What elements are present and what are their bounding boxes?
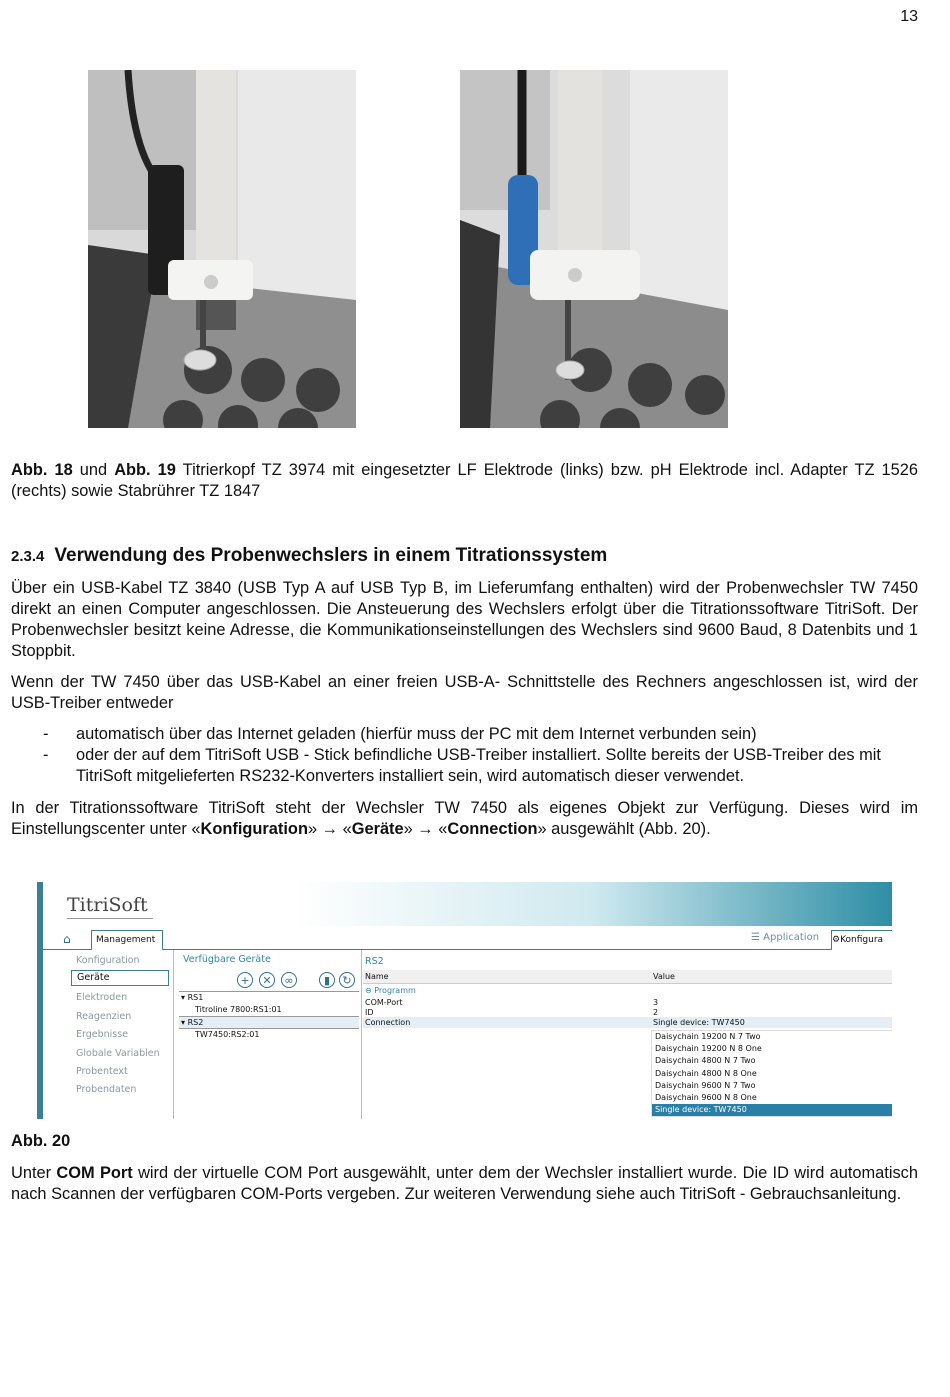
home-icon[interactable]: ⌂ <box>63 932 71 946</box>
dropdown-option[interactable]: Daisychain 19200 N 8 One <box>655 1044 762 1054</box>
logo-underline <box>67 918 153 919</box>
nav-item-probendaten[interactable]: Probendaten <box>76 1084 137 1096</box>
divider <box>361 950 362 1119</box>
chevron-down-icon: ▾ <box>181 993 188 1002</box>
properties-panel-title: RS2 <box>365 956 384 967</box>
list-item: - oder der auf dem TitriSoft USB - Stick befindliche USB-Treiber installiert. Sollte bereits der USB-Treiber des mit TitriSoft mitgelieferten RS232-Konverters installiert sein, wird automatisch dieser verwendet. <box>43 746 881 785</box>
add-device-icon[interactable]: + <box>237 972 253 988</box>
nav-item-geraete[interactable]: Geräte <box>71 970 169 986</box>
connection-select[interactable]: Single device: TW7450 <box>653 1018 745 1027</box>
figure-caption-20: Abb. 20 <box>11 1132 71 1150</box>
section-number: 2.3.4 <box>11 548 45 565</box>
header-bar <box>37 882 892 926</box>
photo-lf-electrode <box>88 70 356 428</box>
divider <box>173 950 174 1119</box>
com-port-value[interactable]: 3 <box>653 998 659 1007</box>
paragraph-usb-driver: Wenn der TW 7450 über das USB-Kabel an einer freien USB-A- Schnittstelle des Rechners angeschlossen ist, wird der USB-Treiber entweder <box>11 673 918 712</box>
dropdown-option[interactable]: Daisychain 9600 N 8 One <box>655 1092 757 1102</box>
config-nav <box>71 952 171 1100</box>
gear-icon: ⚙ <box>832 935 841 945</box>
tree-item-rs2[interactable]: ▾ RS2 <box>181 1018 204 1027</box>
chevron-down-icon: ▾ <box>181 1018 188 1027</box>
nav-item-globale-variablen[interactable]: Globale Variablen <box>76 1047 160 1059</box>
table-row: COM-Port <box>365 998 403 1007</box>
nav-item-probentext[interactable]: Probentext <box>76 1065 128 1077</box>
delete-device-icon[interactable]: ✕ <box>259 972 275 988</box>
dropdown-option[interactable]: Daisychain 9600 N 7 Two <box>655 1080 756 1090</box>
devices-panel-title: Verfügbare Geräte <box>183 954 271 965</box>
paragraph-titrisoft-object: In der Titrationssoftware TitriSoft steht der Wechsler TW 7450 als eigenes Objekt zur Verfügung. Dieses wird im Einstellungscenter unter «Konfiguration» → «Geräte» → «Connection» ausgewählt (Abb. 20). <box>11 799 918 838</box>
bookmark-icon[interactable]: ▮ <box>319 972 335 988</box>
tree-item-titroline[interactable]: Titroline 7800:RS1:01 <box>195 1005 282 1014</box>
collapse-icon: ⊖ <box>365 986 375 995</box>
connection-dropdown <box>651 1030 892 1117</box>
dropdown-option[interactable]: Daisychain 4800 N 8 One <box>655 1068 757 1078</box>
page-number: 13 <box>900 8 918 25</box>
group-programm[interactable]: ⊖ Programm <box>365 986 416 995</box>
nav-item-elektroden[interactable]: Elektroden <box>76 992 128 1004</box>
nav-item-reagenzien[interactable]: Reagenzien <box>76 1010 132 1022</box>
paragraph-usb-connection: Über ein USB-Kabel TZ 3840 (USB Typ A auf USB Typ B, im Lieferumfang enthalten) wird der Probenwechsler TW 7450 direkt an einen Computer angeschlossen. Die Ansteuerung des Wechslers erfolgt über die Titrationssoftware TitriSoft. Der Probenwechsler besitzt keine Adresse, die Kommunikationseinstellungen des Wechslers sind 9600 Baud, 8 Datenbits und 1 Stoppbit. <box>11 579 918 660</box>
nav-item-ergebnisse[interactable]: Ergebnisse <box>76 1029 129 1041</box>
tab-konfiguration[interactable]: ⚙Konfigura <box>831 930 892 950</box>
link-device-icon[interactable]: ∞ <box>281 972 297 988</box>
section-title: Verwendung des Probenwechslers in einem Titrationssystem <box>54 545 608 566</box>
tree-item-tw7450[interactable]: TW7450:RS2:01 <box>195 1030 260 1039</box>
nav-item-konfiguration[interactable]: Konfiguration <box>76 955 140 966</box>
column-header-name: Name <box>365 972 389 981</box>
app-logo: TitriSoft <box>67 894 148 916</box>
figure-caption-18-19: Abb. 18 und Abb. 19 Titrierkopf TZ 3974 mit eingesetzter LF Elektrode (links) bzw. pH Elektrode incl. Adapter TZ 1526 (rechts) sowie Stabrührer TZ 1847 <box>11 461 919 500</box>
dropdown-option[interactable]: Daisychain 19200 N 7 Two <box>655 1032 761 1041</box>
driver-options-list <box>11 724 918 787</box>
dropdown-option[interactable]: Daisychain 4800 N 7 Two <box>655 1056 756 1066</box>
tree-item-rs1[interactable]: ▾ RS1 <box>181 993 204 1002</box>
column-header-value: Value <box>653 972 675 981</box>
id-value[interactable]: 2 <box>653 1008 659 1017</box>
table-row: Connection <box>365 1018 411 1027</box>
list-item: - automatisch über das Internet geladen (hierfür muss der PC mit dem Internet verbunden sein) <box>43 725 757 743</box>
database-icon: ☰ <box>751 932 764 943</box>
photo-ph-electrode <box>460 70 728 428</box>
left-edge-bar <box>37 882 43 1119</box>
paragraph-com-port: Unter COM Port wird der virtuelle COM Port ausgewählt, unter dem der Wechsler installiert wurde. Die ID wird automatisch nach Scannen der verfügbaren COM-Ports vergeben. Zur weiteren Verwendung siehe auch TitriSoft - Gebrauchsanleitung. <box>11 1164 918 1203</box>
refresh-icon[interactable]: ↻ <box>339 972 355 988</box>
dropdown-option-selected[interactable]: Single device: TW7450 <box>652 1104 892 1116</box>
section-heading <box>11 545 607 567</box>
titrisoft-screenshot <box>37 882 892 1119</box>
tab-application[interactable]: ☰ Application <box>751 932 820 943</box>
tab-management[interactable]: Management <box>91 930 163 950</box>
table-row: ID <box>365 1008 374 1017</box>
